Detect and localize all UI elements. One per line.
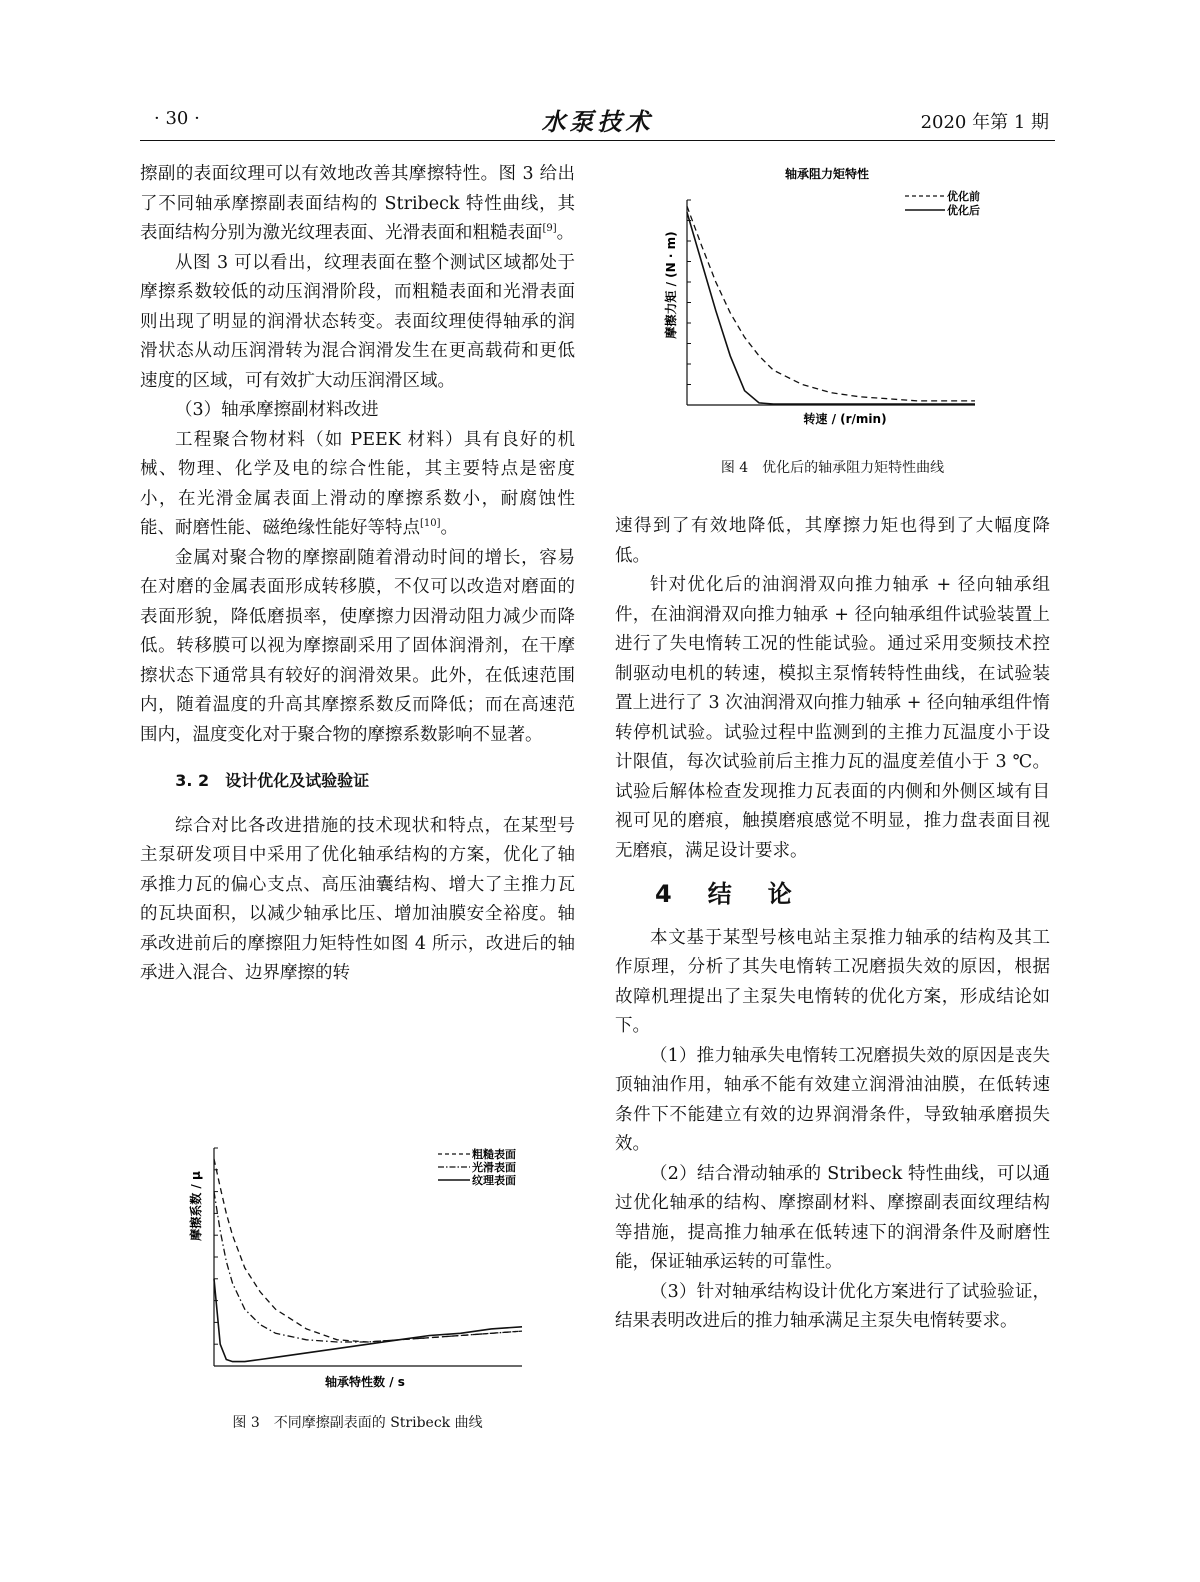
legend: [905, 189, 980, 217]
chart-title: 轴承阻力矩特性: [784, 167, 870, 181]
legend-label: 优化后: [947, 204, 980, 217]
list-item: （2）结合滑动轴承的 Stribeck 特性曲线，可以通过优化轴承的结构、摩擦副材料、摩擦副表面纹理结构等措施，提高推力轴承在低转速下的润滑条件及耐磨性能，保证轴承运转的可靠性。: [615, 1163, 1050, 1272]
series-line-1: [687, 212, 975, 404]
figure-4-caption: 图 4 优化后的轴承阻力矩特性曲线: [720, 460, 945, 476]
paragraph: 综合对比各改进措施的技术现状和特点，在某型号主泵研发项目中采用了优化轴承结构的方案，优化了轴承推力瓦的偏心支点、高压油囊结构、增大了主推力瓦的瓦块面积，以减少轴承比压、增加油膜安全裕度。轴承改进前后的摩擦阻力矩特性如图 4 所示，改进后的轴承进入混合、边界摩擦的转: [140, 815, 575, 983]
section-heading-3-2: 3. 2 设计优化及试验验证: [175, 771, 370, 790]
figure-3-caption: 图 3 不同摩擦副表面的 Stribeck 曲线: [232, 1415, 483, 1431]
paragraph: 速得到了有效地降低，其摩擦力矩也得到了大幅度降低。: [615, 516, 1050, 566]
list-item: （1）推力轴承失电惰转工况磨损失效的原因是丧失顶轴油作用，轴承不能有效建立润滑油油膜，在低转速条件下不能建立有效的边界润滑条件，导致轴承磨损失效。: [615, 1045, 1050, 1154]
series-line-1: [214, 1192, 522, 1342]
legend: [438, 1147, 516, 1187]
legend-label: 纹理表面: [472, 1174, 516, 1187]
figure-3-chart: [180, 1138, 540, 1398]
plot-area: [687, 200, 975, 405]
figure-4-chart: [655, 160, 995, 435]
left-column: [140, 160, 575, 989]
x-axis-label: 转速 / (r/min): [803, 412, 887, 426]
paragraph: 擦副的表面纹理可以有效地改善其摩擦特性。图 3 给出了不同轴承摩擦副表面结构的 Stribeck 特性曲线，其表面结构分别为激光纹理表面、光滑表面和粗糙表面[9]。: [140, 164, 575, 243]
y-axis-label: 摩擦系数 / μ: [189, 1171, 203, 1241]
x-axis-label: 轴承特性数 / s: [325, 1375, 405, 1389]
issue-label: 2020 年第 1 期: [920, 112, 1049, 133]
section-heading-4: 4 结 论: [655, 880, 798, 908]
right-column: [615, 512, 1050, 1337]
subheading: （3）轴承摩擦副材料改进: [175, 400, 379, 420]
journal-title: 水泵技术: [541, 107, 654, 136]
list-item: （3）针对轴承结构设计优化方案进行了试验验证，结果表明改进后的推力轴承满足主泵失电惰转要求。: [615, 1281, 1050, 1331]
y-axis-label: 摩擦力矩 / (N · m): [664, 231, 678, 339]
paragraph: 从图 3 可以看出，纹理表面在整个测试区域都处于摩擦系数较低的动压润滑阶段，而粗糙表面和光滑表面则出现了明显的润滑状态转变。表面纹理使得轴承的润滑状态从动压润滑转为混合润滑发生在更高载荷和更低速度的区域，可有效扩大动压润滑区域。: [140, 252, 575, 391]
page-number: · 30 ·: [154, 108, 200, 129]
legend-label: 粗糙表面: [472, 1148, 516, 1161]
paragraph: 金属对聚合物的摩擦副随着滑动时间的增长，容易在对磨的金属表面形成转移膜，不仅可以改造对磨面的表面形貌，降低磨损率，使摩擦力因滑动阻力减少而降低。转移膜可以视为摩擦副采用了固体润滑剂，在干摩擦状态下通常具有较好的润滑效果。此外，在低速范围内，随着温度的升高其摩擦系数反而降低；而在高速范围内，温度变化对于聚合物的摩擦系数影响不显著。: [140, 547, 575, 745]
paragraph: 针对优化后的油润滑双向推力轴承 + 径向轴承组件，在油润滑双向推力轴承 + 径向轴承组件试验装置上进行了失电惰转工况的性能试验。通过采用变频技术控制驱动电机的转速，模拟主泵惰转特性曲线，在试验装置上进行了 3 次油润滑双向推力轴承 + 径向轴承组件惰转停机试验。试验过程中监测到的主推力瓦温度小于设计限值，每次试验前后主推力瓦的温度差值小于 3 ℃。试验后解体检查发现推力瓦表面的内侧和外侧区域有目视可见的磨痕，触摸磨痕感觉不明显，推力盘表面目视无磨痕，满足设计要求。: [615, 575, 1050, 861]
paragraph: 本文基于某型号核电站主泵推力轴承的结构及其工作原理，分析了其失电惰转工况磨损失效的原因，根据故障机理提出了主泵失电惰转的优化方案，形成结论如下。: [615, 927, 1050, 1036]
paragraph: 工程聚合物材料（如 PEEK 材料）具有良好的机械、物理、化学及电的综合性能，其主要特点是密度小，在光滑金属表面上滑动的摩擦系数小，耐腐蚀性能、耐磨性能、磁绝缘性能好等特点[10]。: [140, 429, 575, 538]
legend-label: 优化前: [947, 190, 980, 203]
series-line-0: [687, 206, 975, 401]
legend-label: 光滑表面: [472, 1161, 516, 1174]
page-header: [140, 104, 1055, 141]
